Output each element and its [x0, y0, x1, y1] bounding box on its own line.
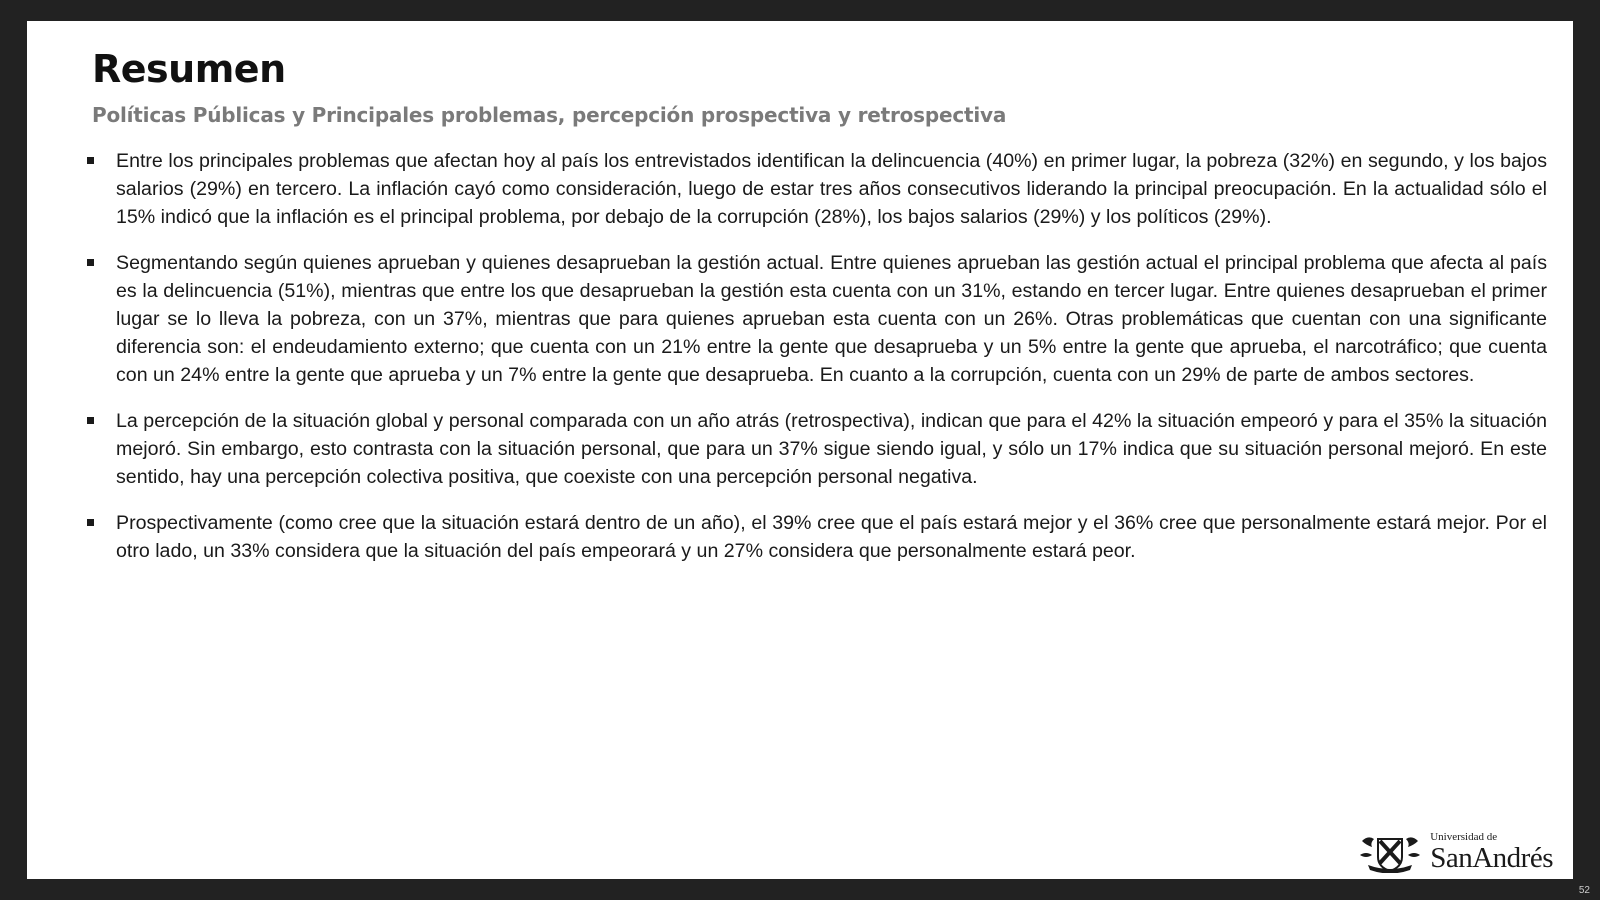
university-logo — [1358, 832, 1553, 873]
bullet-square-icon — [87, 259, 94, 266]
slide-subtitle: Políticas Públicas y Principales problemas, percepción prospectiva y retrospectiva — [92, 103, 1007, 127]
bullet-text: La percepción de la situación global y personal comparada con un año atrás (retrospectiva), indican que para el 42% la situación empeoró y para el 35% la situación mejoró. Sin embargo, esto contrasta con la situación personal, que para un 37% sigue siendo igual, y sólo un 17% indica que su situación personal mejoró. En este sentido, hay una percepción colectiva positiva, que coexiste con una percepción personal negativa. — [116, 410, 1547, 488]
bullet-list — [87, 147, 1547, 583]
logo-small-text: Universidad de — [1430, 831, 1498, 843]
bullet-square-icon — [87, 157, 94, 164]
bullet-item — [87, 147, 1547, 231]
university-crest-icon — [1358, 833, 1422, 873]
bullet-square-icon — [87, 417, 94, 424]
page-number: 52 — [1578, 885, 1590, 896]
bullet-text: Segmentando según quienes aprueban y quienes desaprueban la gestión actual. Entre quienes aprueban las gestión actual el principal problema que afecta al país es la delincuencia (51%), mientras que entre los que desaprueban la gestión esta cuenta con un 31%, estando en tercer lugar. Entre quienes desaprueban el primer lugar se lo lleva la pobreza, con un 37%, mientras que para quienes aprueban esta cuenta con un 26%. Otras problemáticas que cuentan con una significante diferencia son: el endeudamiento externo; que cuenta con un 21% entre la gente que desaprueba y un 5% entre la gente que aprueba, el narcotráfico; que cuenta con un 24% entre la gente que aprueba y un 7% entre la gente que desaprueba. En cuanto a la corrupción, cuenta con un 29% de parte de ambos sectores. — [116, 252, 1547, 386]
logo-wordmark — [1430, 832, 1553, 873]
slide-title: Resumen — [92, 47, 286, 91]
bullet-text: Entre los principales problemas que afectan hoy al país los entrevistados identifican la delincuencia (40%) en primer lugar, la pobreza (32%) en segundo, y los bajos salarios (29%) en tercero. La inflación cayó como consideración, luego de estar tres años consecutivos liderando la principal preocupación. En la actualidad sólo el 15% indicó que la inflación es el principal problema, por debajo de la corrupción (28%), los bajos salarios (29%) y los políticos (29%). — [116, 150, 1547, 228]
slide — [27, 21, 1573, 879]
bullet-item — [87, 509, 1547, 565]
bullet-item — [87, 407, 1547, 491]
bullet-square-icon — [87, 519, 94, 526]
bullet-item — [87, 249, 1547, 389]
bullet-text: Prospectivamente (como cree que la situación estará dentro de un año), el 39% cree que el país estará mejor y el 36% cree que personalmente estará mejor. Por el otro lado, un 33% considera que la situación del país empeorará y un 27% considera que personalmente estará peor. — [116, 512, 1547, 562]
logo-big-text: SanAndrés — [1430, 842, 1553, 874]
